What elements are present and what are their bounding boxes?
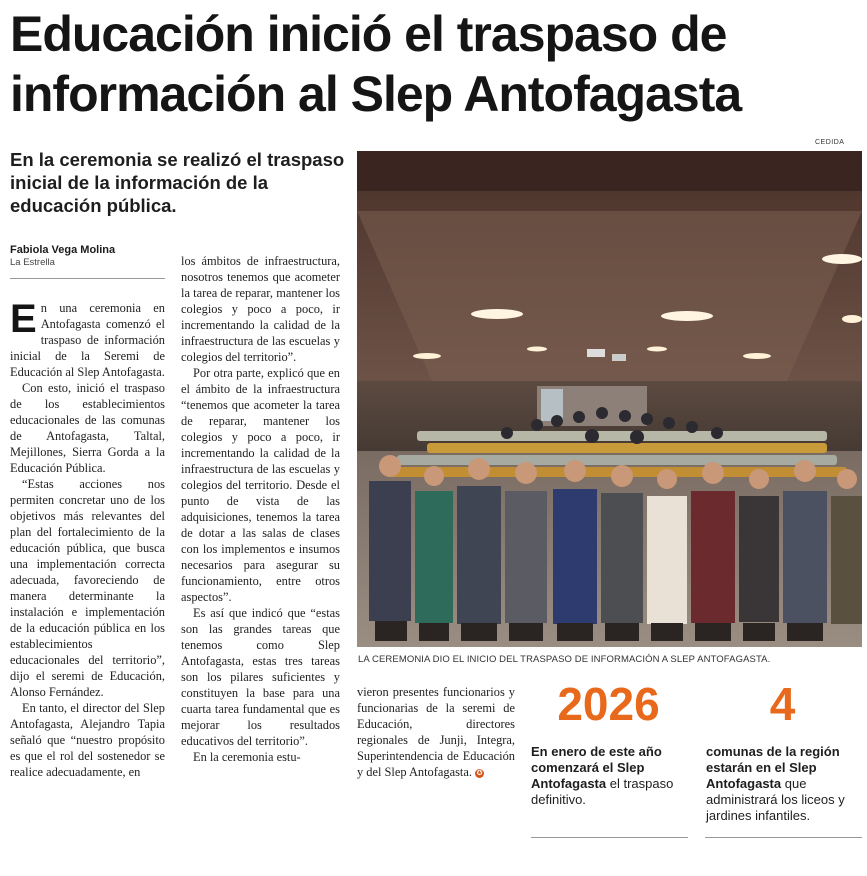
paragraph: Es así que indicó que “estas son las grandes tareas que tenemos como Slep Antofagasta, estas tres tareas son los pilares suficientes y constituyen la base para una cuarta tarea fundamental que es mejorar los resultados educativos del territorio”. bbox=[181, 606, 340, 748]
stat-number-4: 4 bbox=[769, 678, 796, 730]
photo-caption: LA CEREMONIA DIO EL INICIO DEL TRASPASO DE INFORMACIÓN A SLEP ANTOFAGASTA. bbox=[358, 654, 771, 665]
end-mark-icon: ✪ bbox=[476, 768, 483, 777]
article-column-3 bbox=[357, 684, 515, 780]
paragraph: “Estas acciones nos permiten concretar uno de los objetivos más relevantes del plan del fortalecimiento de la educación pública, que busca una implementación correcta adecuada, favoreciendo de manera determinante la instalación e implementación de la educación pública en los establecimientos educacionales del territorio”, dijo el seremi de Educación, Alonso Fernández. bbox=[10, 477, 165, 699]
paragraph: los ámbitos de infraestructura, nosotros tenemos que acometer la tarea de reparar, mantener los colegios y poco a poco, ir incrementando la calidad de la infraestructura de las escuelas y colegios del territorio”. bbox=[181, 254, 340, 364]
stat-text-4: comunas de la región estarán en el Slep Antofagasta que administrará los liceos y jardines infantiles. bbox=[706, 744, 845, 823]
photo-credit: CEDIDA bbox=[815, 139, 845, 146]
headline: Educación inició el traspaso de información al Slep Antofagasta bbox=[10, 6, 742, 122]
author-outlet: La Estrella bbox=[10, 257, 55, 268]
article-column-2 bbox=[181, 253, 340, 765]
byline bbox=[10, 244, 165, 268]
paragraph: En tanto, el director del Slep Antofagasta, Alejandro Tapia señaló que “nuestro propósito es que el rol del sostenedor se realice adecuadamente, en bbox=[10, 701, 165, 779]
author-name: Fabiola Vega Molina bbox=[10, 244, 116, 256]
stat-text-2026: En enero de este año comenzará el Slep Antofagasta el traspaso definitivo. bbox=[531, 744, 674, 807]
article-column-1 bbox=[10, 297, 165, 780]
paragraph: En una ceremonia en Antofagasta comenzó el traspaso de información inicial de la Seremi de Educación al Slep Antofagasta. bbox=[10, 297, 165, 379]
stat-divider bbox=[705, 837, 862, 838]
drop-cap: E bbox=[10, 297, 37, 341]
paragraph: vieron presentes funcionarios y funcionarias de la seremi de Educación, directores regionales de Junji, Integra, Superintendencia de Educación y del Slep Antofagasta. ✪ bbox=[357, 685, 515, 779]
paragraph: En la ceremonia estu- bbox=[193, 750, 301, 764]
byline-divider bbox=[10, 278, 165, 279]
paragraph: Con esto, inició el traspaso de los establecimientos educacionales de las comunas de Antofagasta, Taltal, Mejillones, Sierra Gorda a la Educación Pública. bbox=[10, 381, 165, 475]
stat-divider bbox=[531, 837, 688, 838]
stat-number-2026: 2026 bbox=[557, 678, 660, 730]
subtitle: En la ceremonia se realizó el traspaso inicial de la información de la educación pública. bbox=[10, 149, 345, 216]
ceremony-photo bbox=[357, 151, 862, 647]
paragraph: Por otra parte, explicó que en el ámbito de la infraestructura “tenemos que acometer la tarea de reparar, mantener los colegios y poco a poco, ir incrementando la calidad de la infraestructura de las escuelas y colegios del territorio. Desde el punto de vista de las adquisiciones, tenemos la tarea de dotar a las salas de clases con los implementos e insumos necesarios para asegurar su funcionamiento, entre otros aspectos”. bbox=[181, 366, 340, 604]
